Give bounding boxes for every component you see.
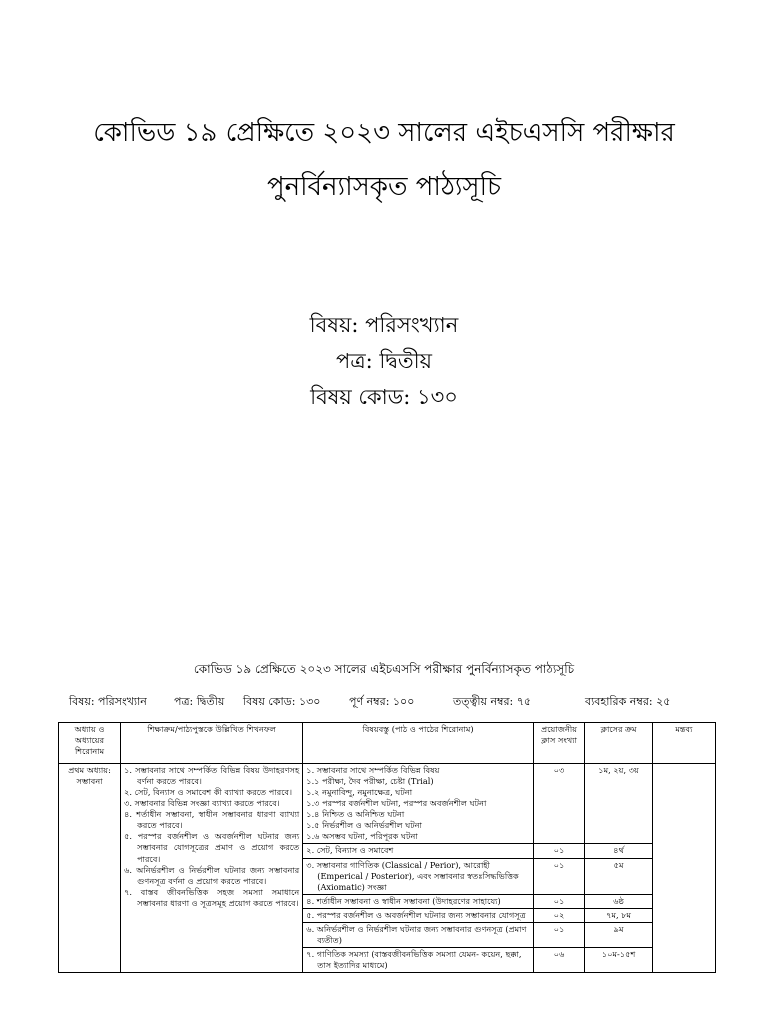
header-outcomes: শিক্ষাক্রম/পাঠ্যপুস্তকে উল্লিখিত শিখনফল [121,723,303,764]
content-cell [303,894,534,908]
outcome-item: ২. সেট, বিন্যাস ও সমাবেশ কী ব্যাখ্যা করতে পারবে। [124,787,293,798]
outcome-item: ৬. অনির্ভরশীল ও নির্ভরশীল ঘটনার জন্য সম্ভাবনার গুণনসূত্র বর্ণনা ও প্রয়োগ করতে পারবে। [124,864,300,886]
content-line: ১.৫ নির্ভরশীল ও অনির্ভরশীল ঘটনা [306,820,423,831]
header-classes: প্রয়োজনীয় ক্লাস সংখ্যা [533,723,585,764]
table-title: কোভিড ১৯ প্রেক্ষিতে ২০২৩ সালের এইচএসসি পরীক্ষার পুনর্বিন্যাসকৃত পাঠ্যসূচি [193,662,575,676]
content-line: ১.৪ নিশ্চিত ও অনিশ্চিত ঘটনা [306,809,405,820]
content-cell [303,858,534,894]
order-cell: ৬ষ্ঠ [585,894,652,908]
info-full-marks: পূর্ণ নম্বর: ১০০ [349,695,415,708]
content-cell [303,908,534,922]
chapter-cell: প্রথম অধ্যায়: সম্ভাবনা [59,764,121,973]
content-line: ১.১ পরীক্ষা, দৈব পরীক্ষা, চেষ্টা (Trial) [306,776,434,787]
cover-paper: পত্র: দ্বিতীয় [335,349,433,373]
cover-title-line-1: কোভিড ১৯ প্রেক্ষিতে ২০২৩ সালের এইচএসসি পরীক্ষার [93,118,675,148]
cover-subject: বিষয়: পরিসংখ্যান [309,313,459,337]
order-cell: ১০ম-১৫শ [585,947,652,972]
content-line: ৩. সম্ভাবনার গাণিতিক (Classical / Perior), আরোহী (Emperical / Posterior), এবং সম্ভাবনার স্বতঃসিদ্ধভিত্তিক (Axiomatic) সংজ্ঞা [306,859,519,892]
outcome-item: ৪. শর্তাধীন সম্ভাবনা, স্বাধীন সম্ভাবনার ধারণা ব্যাখ্যা করতে পারবে। [124,809,300,831]
classes-cell: ০১ [533,844,585,858]
outcome-item: ৭. বাস্তব জীবনভিত্তিক সহজ সমস্যা সমাধানে সম্ভাবনার ধারণা ও সূত্রসমূহ প্রয়োগ করতে পারবে। [124,886,300,908]
order-cell: ৪র্থ [585,844,652,858]
outcomes-cell [121,764,303,973]
info-practical-marks: ব্যবহারিক নম্বর: ২৫ [585,695,671,708]
classes-cell: ০১ [533,922,585,947]
order-cell: ৫ম [585,858,652,894]
table-header-row [59,723,716,764]
classes-cell: ০৩ [533,764,585,844]
content-line: ১.৩ পরস্পর বর্জনশীল ঘটনা, পরস্পর অবর্জনশীল ঘটনা [306,798,487,809]
order-cell: ৭ম, ৮ম [585,908,652,922]
content-line: ১.৬ অসম্ভব ঘটনা, পরিপূরক ঘটনা [306,831,418,842]
outcome-item: ৩. সম্ভাবনার বিভিন্ন সংজ্ঞা ব্যাখ্যা করতে পারবে। [124,798,280,809]
outcome-item: ৫. পরস্পর বর্জনশীল ও অবর্জনশীল ঘটনার জন্য সম্ভাবনার যোগসূত্রের প্রমাণ ও প্রয়োগ করতে পারবে। [124,831,300,864]
content-cell [303,922,534,947]
classes-cell: ০৬ [533,947,585,972]
info-subject-code: বিষয় কোড: ১৩০ [243,695,321,708]
outcome-item: ১. সম্ভাবনার সাথে সম্পর্কিত বিভিন্ন বিষয় উদাহরণসহ বর্ণনা করতে পারবে। [124,765,300,787]
classes-cell: ০২ [533,908,585,922]
header-chapter: অধ্যায় ও অধ্যায়ের শিরোনাম [59,723,121,764]
content-cell [303,764,534,844]
remarks-cell [652,764,715,973]
content-cell [303,844,534,858]
order-cell: ৯ম [585,922,652,947]
content-line: ৬. অনির্ভরশীল ও নির্ভরশীল ঘটনার জন্য সম্ভাবনার গুণনসূত্র (প্রমাণ ব্যতীত) [306,923,527,945]
content-line: ১.২ নমুনাবিন্দু, নমুনাক্ষেত্র, ঘটনা [306,787,413,798]
classes-cell: ০১ [533,858,585,894]
content-cell [303,947,534,972]
syllabus-table [58,722,716,973]
classes-cell: ০১ [533,894,585,908]
content-line: ৪. শর্তাধীন সম্ভাবনা ও স্বাধীন সম্ভাবনা (উদাহরণের সাহায্যে) [306,895,501,906]
cover-subject-code: বিষয় কোড: ১৩০ [310,385,458,409]
table-row [59,764,716,844]
header-remarks: মন্তব্য [652,723,715,764]
cover-title-line-2: পুনর্বিন্যাসকৃত পাঠ্যসূচি [266,172,502,202]
info-subject: বিষয়: পরিসংখ্যান [69,695,147,708]
content-line: ৫. পরস্পর বর্জনশীল ও অবর্জনশীল ঘটনার জন্য সম্ভাবনার যোগসূত্র [306,909,526,920]
content-line: ১. সম্ভাবনার সাথে সম্পর্কিত বিভিন্ন বিষয় [306,765,440,775]
content-line: ২. সেট, বিন্যাস ও সমাবেশ [306,845,394,856]
content-line: ৭. গাণিতিক সমস্যা (বাস্তবজীবনভিত্তিক সমস্যা যেমন- কয়েন, ছক্কা, তাস ইত্যাদির মাধ্যমে) [306,948,522,970]
info-paper: পত্র: দ্বিতীয় [174,695,225,708]
header-content: বিষয়বস্তু (পাঠ ও পাঠের শিরোনাম) [303,723,534,764]
header-order: ক্লাসের ক্রম [585,723,652,764]
order-cell: ১ম, ২য়, ৩য় [585,764,652,844]
info-theory-marks: তত্ত্বীয় নম্বর: ৭৫ [453,695,532,708]
